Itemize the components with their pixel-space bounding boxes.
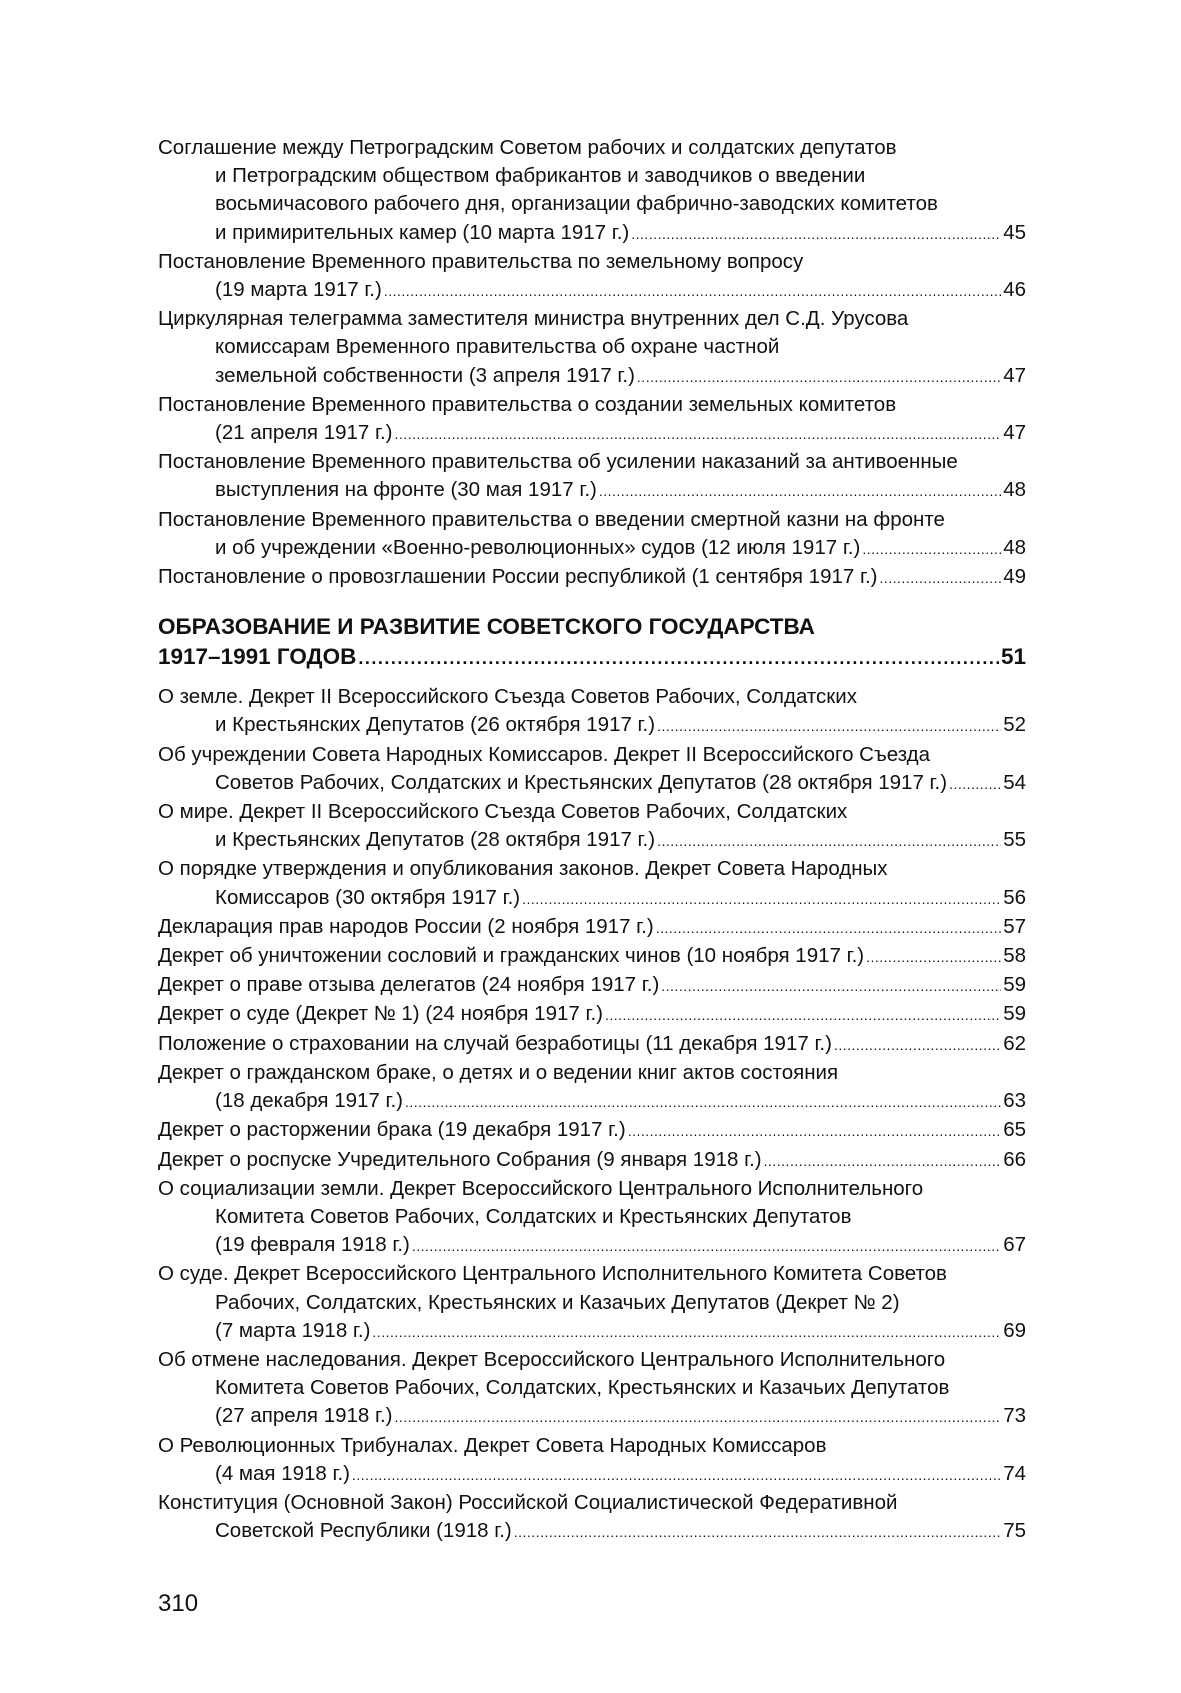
toc-entry-text: (19 февраля 1918 г.): [215, 1233, 410, 1257]
toc-entry-text: (4 мая 1918 г.): [215, 1461, 351, 1485]
toc-entry: [158, 1116, 1026, 1145]
toc-entry-text: (21 апреля 1917 г.): [215, 421, 393, 445]
toc-page-number: 75: [1003, 1519, 1026, 1543]
toc-page-number: 54: [1003, 770, 1026, 794]
toc-entry-text: комиссарам Временного правительства об охране частной: [215, 335, 780, 359]
toc-entry: [158, 1432, 1026, 1489]
toc-entry-line: [158, 826, 1026, 855]
toc-entry-line: [158, 1432, 1026, 1460]
dot-leader: [862, 534, 1001, 563]
toc-page-number: 47: [1003, 421, 1026, 445]
toc-page-number: 48: [1003, 478, 1026, 502]
toc-entry-line: [158, 942, 1026, 971]
toc-entry-line: [158, 884, 1026, 913]
toc-entry: [158, 683, 1026, 740]
toc-entry-text: Постановление Временного правительства по земельному вопросу: [158, 249, 804, 273]
toc-entry-line: [158, 971, 1026, 1000]
toc-entry-line: [158, 534, 1026, 563]
toc-entry-text: Декларация прав народов России (2 ноября 1917 г.): [158, 914, 654, 938]
toc-entry-text: выступления на фронте (30 мая 1917 г.): [215, 478, 597, 502]
toc-entry-text: Декрет о гражданском браке, о детях и о ведении книг актов состояния: [158, 1060, 839, 1084]
toc-entry-text: О мире. Декрет II Всероссийского Съезда Советов Рабочих, Солдатских: [158, 800, 848, 824]
toc-entry-text: земельной собственности (3 апреля 1917 г.): [215, 363, 635, 387]
toc-entry-text: (18 декабря 1917 г.): [215, 1089, 404, 1113]
dot-leader: [352, 1460, 1001, 1489]
dot-leader: [605, 1000, 1001, 1029]
toc-entry-line: [158, 855, 1026, 883]
toc-entry-text: и Крестьянских Депутатов (28 октября 1917 г.): [215, 828, 656, 852]
toc-entry-line: [158, 769, 1026, 798]
toc-page-number: 59: [1003, 1002, 1026, 1026]
dot-leader: [395, 1402, 1002, 1431]
toc-page-number: 74: [1003, 1461, 1026, 1485]
toc-entry-line: [158, 683, 1026, 711]
toc-entry-text: и об учреждении «Военно-революционных» судов (12 июля 1917 г.): [215, 535, 861, 559]
toc-entry-text: восьмичасового рабочего дня, организации фабрично-заводских комитетов: [215, 192, 938, 216]
toc-entry-line: [158, 1146, 1026, 1175]
toc-entry-line: [158, 1517, 1026, 1546]
toc-entry: [158, 506, 1026, 563]
toc-entry-text: Постановление о провозглашении России республикой (1 сентября 1917 г.): [158, 565, 878, 589]
toc-entry-line: [158, 1260, 1026, 1288]
toc-entry: [158, 913, 1026, 942]
toc-entry: [158, 1489, 1026, 1546]
toc-entry: [158, 1059, 1026, 1116]
dot-leader: [866, 942, 1001, 971]
toc-entry: [158, 1146, 1026, 1175]
toc-entry-text: (19 марта 1917 г.): [215, 278, 382, 302]
toc-entry-line: [158, 1346, 1026, 1374]
toc-entry-line: [158, 1175, 1026, 1203]
toc-entry-line: [158, 219, 1026, 248]
toc-entry-text: О Революционных Трибуналах. Декрет Совета Народных Комиссаров: [158, 1433, 827, 1457]
toc-entry-text: Постановление Временного правительства о создании земельных комитетов: [158, 392, 897, 416]
toc-entry-text: Об отмене наследования. Декрет Всероссийского Центрального Исполнительного: [158, 1347, 946, 1371]
toc-entry-text: и примирительных камер (10 марта 1917 г.): [215, 220, 630, 244]
toc-entry-line: [158, 248, 1026, 276]
toc-entry-line: [158, 190, 1026, 218]
toc-entry-text: Циркулярная телеграмма заместителя министра внутренних дел С.Д. Урусова: [158, 307, 909, 331]
toc-entry-line: [158, 1317, 1026, 1346]
toc-entry-line: [158, 1374, 1026, 1402]
toc-entry-line: [158, 913, 1026, 942]
toc-entry-text: Соглашение между Петроградским Советом рабочих и солдатских депутатов: [158, 136, 897, 159]
toc-page-number: 69: [1003, 1318, 1026, 1342]
dot-leader: [514, 1517, 1001, 1546]
toc-entry-text: (27 апреля 1918 г.): [215, 1404, 393, 1428]
dot-leader: [372, 1317, 1001, 1346]
toc-entry-text: О порядке утверждения и опубликования законов. Декрет Совета Народных: [158, 857, 888, 881]
toc-entry-line: [158, 1116, 1026, 1145]
dot-leader: [879, 563, 1001, 592]
toc-section-heading: [158, 612, 1026, 673]
toc-entry-text: Советской Республики (1918 г.): [215, 1519, 512, 1543]
toc-entry-text: Декрет о роспуске Учредительного Собрания (9 января 1918 г.): [158, 1147, 762, 1171]
dot-leader: [657, 826, 1001, 855]
toc-entry-text: Комиссаров (30 октября 1917 г.): [215, 885, 521, 909]
table-of-contents: [158, 134, 1026, 1546]
section-heading-line-1: [158, 612, 1026, 642]
toc-entry: [158, 1260, 1026, 1346]
section-heading-text: ОБРАЗОВАНИЕ И РАЗВИТИЕ СОВЕТСКОГО ГОСУДАРСТВА: [158, 614, 815, 640]
dot-leader: [384, 276, 1001, 305]
toc-entry-line: [158, 1231, 1026, 1260]
toc-entry-line: [158, 305, 1026, 333]
toc-entry-text: Постановление Временного правительства об усилении наказаний за антивоенные: [158, 450, 958, 474]
toc-entry-text: и Крестьянских Депутатов (26 октября 1917 г.): [215, 713, 656, 737]
toc-entry-line: [158, 276, 1026, 305]
toc-page-number: 56: [1003, 885, 1026, 909]
toc-entry-text: Конституция (Основной Закон) Российской Социалистической Федеративной: [158, 1490, 898, 1514]
dot-leader: [412, 1231, 1001, 1260]
toc-entry-text: Декрет о праве отзыва делегатов (24 ноября 1917 г.): [158, 973, 660, 997]
toc-page-number: 65: [1003, 1118, 1026, 1142]
toc-entry-line: [158, 1289, 1026, 1317]
toc-page-number: 46: [1003, 278, 1026, 302]
toc-page-number: 48: [1003, 535, 1026, 559]
toc-entry-text: Советов Рабочих, Солдатских и Крестьянских Депутатов (28 октября 1917 г.): [215, 770, 948, 794]
toc-entry-line: [158, 711, 1026, 740]
dot-leader: [661, 971, 1001, 1000]
dot-leader: [631, 219, 1001, 248]
toc-entry-text: (7 марта 1918 г.): [215, 1318, 371, 1342]
page-number: 310: [158, 1590, 199, 1617]
toc-page-number: 47: [1003, 363, 1026, 387]
toc-entry-line: [158, 1489, 1026, 1517]
section-heading-text: 1917–1991 ГОДОВ: [158, 644, 357, 670]
dot-leader: [405, 1087, 1001, 1116]
toc-entry-line: [158, 1402, 1026, 1431]
toc-page-number: 55: [1003, 828, 1026, 852]
toc-entry-line: [158, 391, 1026, 419]
toc-entry: [158, 248, 1026, 305]
toc-entry-line: [158, 419, 1026, 448]
toc-entry-line: [158, 1203, 1026, 1231]
toc-page-number: 49: [1003, 565, 1026, 589]
dot-leader: [628, 1116, 1002, 1145]
toc-entry: [158, 855, 1026, 912]
toc-entry-text: О земле. Декрет II Всероссийского Съезда Советов Рабочих, Солдатских: [158, 685, 857, 709]
toc-entry-text: Комитета Советов Рабочих, Солдатских и Крестьянских Депутатов: [215, 1204, 852, 1228]
toc-entry-text: Декрет об уничтожении сословий и гражданских чинов (10 ноября 1917 г.): [158, 944, 865, 968]
dot-leader: [599, 476, 1001, 505]
dot-leader: [395, 419, 1002, 448]
toc-entry-text: Декрет о суде (Декрет № 1) (24 ноября 1917 г.): [158, 1002, 603, 1026]
toc-entry-text: Постановление Временного правительства о введении смертной казни на фронте: [158, 507, 945, 531]
toc-entry-text: О социализации земли. Декрет Всероссийского Центрального Исполнительного: [158, 1176, 924, 1200]
toc-page-number: 62: [1003, 1031, 1026, 1055]
toc-entry-text: Комитета Советов Рабочих, Солдатских, Крестьянских и Казачьих Депутатов: [215, 1376, 950, 1400]
toc-entry-line: [158, 506, 1026, 534]
toc-entry: [158, 942, 1026, 971]
dot-leader: [358, 642, 999, 673]
toc-entry: [158, 1175, 1026, 1261]
toc-entry-text: и Петроградским обществом фабрикантов и заводчиков о введении: [215, 164, 866, 188]
toc-entry: [158, 1000, 1026, 1029]
toc-page-number: 58: [1003, 944, 1026, 968]
toc-entry-text: Декрет о расторжении брака (19 декабря 1917 г.): [158, 1118, 626, 1142]
toc-page-number: 45: [1003, 220, 1026, 244]
toc-entry: [158, 971, 1026, 1000]
toc-entry-line: [158, 1460, 1026, 1489]
dot-leader: [949, 769, 1001, 798]
toc-entries: [158, 683, 1026, 1546]
toc-page-number: 63: [1003, 1089, 1026, 1113]
toc-entry: [158, 134, 1026, 248]
toc-entry-line: [158, 563, 1026, 592]
toc-entry: [158, 563, 1026, 592]
toc-entry-line: [158, 741, 1026, 769]
toc-entry: [158, 305, 1026, 391]
toc-entry-line: [158, 1059, 1026, 1087]
toc-entry-text: О суде. Декрет Всероссийского Центрального Исполнительного Комитета Советов: [158, 1262, 947, 1286]
toc-entry-line: [158, 162, 1026, 190]
toc-page-number: 57: [1003, 914, 1026, 938]
toc-page-number: 66: [1003, 1147, 1026, 1171]
toc-page-number: 73: [1003, 1404, 1026, 1428]
toc-entry-line: [158, 476, 1026, 505]
toc-entry: [158, 1346, 1026, 1432]
dot-leader: [764, 1146, 1002, 1175]
toc-entry: [158, 448, 1026, 505]
dot-leader: [637, 362, 1001, 391]
dot-leader: [522, 884, 1001, 913]
toc-entry-text: Положение о страховании на случай безработицы (11 декабря 1917 г.): [158, 1031, 832, 1055]
toc-entry-line: [158, 362, 1026, 391]
toc-entry-text: Рабочих, Солдатских, Крестьянских и Казачьих Депутатов (Декрет № 2): [215, 1290, 900, 1314]
toc-entry-line: [158, 333, 1026, 361]
toc-entry: [158, 741, 1026, 798]
dot-leader: [834, 1030, 1001, 1059]
toc-entry-line: [158, 1030, 1026, 1059]
toc-entry: [158, 1030, 1026, 1059]
toc-page-number: 52: [1003, 713, 1026, 737]
toc-entry: [158, 798, 1026, 855]
toc-entry-line: [158, 134, 1026, 162]
toc-pre-entries: [158, 134, 1026, 592]
dot-leader: [657, 711, 1001, 740]
toc-entry-line: [158, 448, 1026, 476]
toc-entry-text: Об учреждении Совета Народных Комиссаров. Декрет II Всероссийского Съезда: [158, 742, 931, 766]
section-heading-line-2: [158, 642, 1026, 673]
dot-leader: [656, 913, 1002, 942]
toc-entry-line: [158, 1000, 1026, 1029]
section-page-number: 51: [1000, 644, 1026, 670]
toc-entry-line: [158, 798, 1026, 826]
toc-entry-line: [158, 1087, 1026, 1116]
toc-entry: [158, 391, 1026, 448]
toc-page-number: 67: [1003, 1233, 1026, 1257]
toc-page-number: 59: [1003, 973, 1026, 997]
